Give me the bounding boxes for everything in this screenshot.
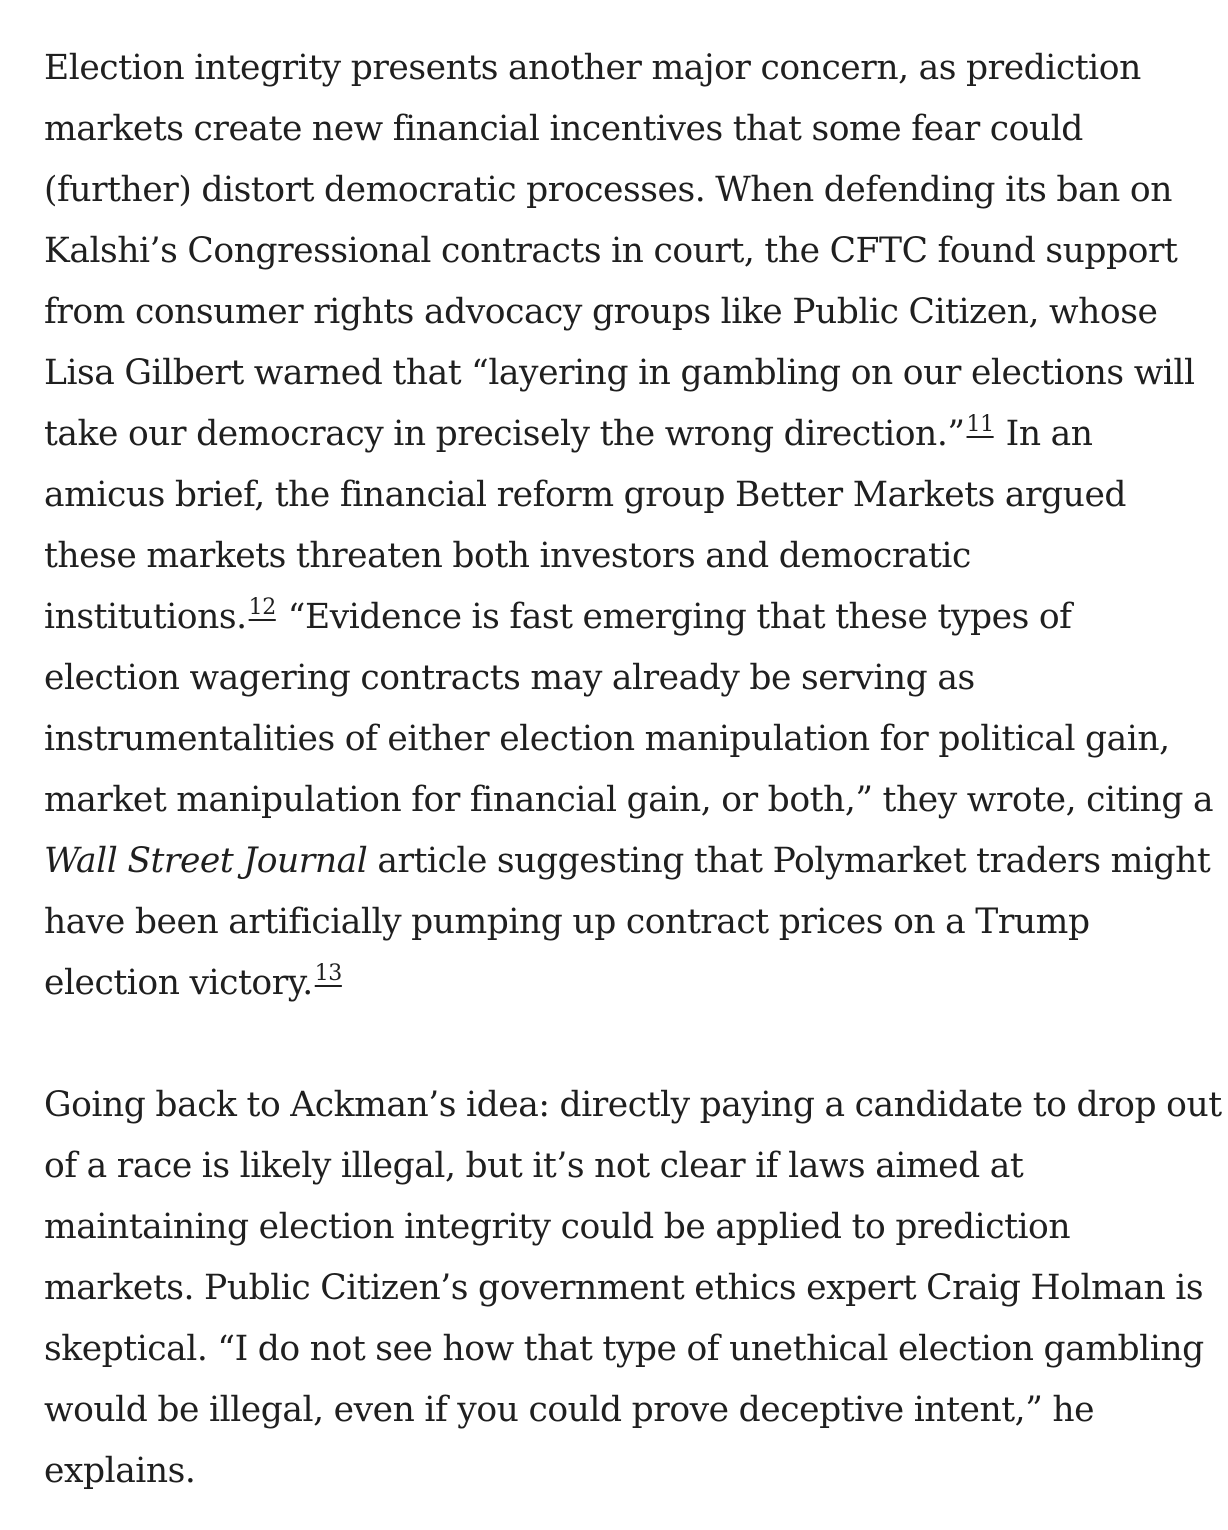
text-line: Kalshi’s Congressional contracts in court, the CFTC found support xyxy=(44,231,1178,271)
text-line: (further) distort democratic processes. When defending its ban on xyxy=(44,170,1172,210)
footnote-link-12[interactable]: 12 xyxy=(248,595,276,620)
text-line: amicus brief, the financial reform group Better Markets argued xyxy=(44,475,1127,515)
text-segment: election victory. xyxy=(44,963,313,1003)
text-line xyxy=(44,587,1204,648)
text-segment: institutions. xyxy=(44,597,247,637)
text-line: would be illegal, even if you could prove deceptive intent,” he xyxy=(44,1390,1095,1430)
text-line: skeptical. “I do not see how that type of unethical election gambling xyxy=(44,1329,1204,1369)
footnote-link-11[interactable]: 11 xyxy=(966,412,994,437)
text-line: markets create new financial incentives that some fear could xyxy=(44,109,1083,149)
text-segment: article suggesting that Polymarket traders might xyxy=(367,841,1211,881)
footnote-link-13[interactable]: 13 xyxy=(314,961,342,986)
text-line: maintaining election integrity could be applied to prediction xyxy=(44,1207,1071,1247)
text-line: Election integrity presents another major concern, as prediction xyxy=(44,48,1141,88)
article-body xyxy=(44,38,1222,1502)
paragraph-ackman-idea xyxy=(44,1075,1222,1502)
text-line: election wagering contracts may already be serving as xyxy=(44,658,975,698)
publication-title: Wall Street Journal xyxy=(44,841,368,881)
paragraph-election-integrity xyxy=(44,38,1214,1014)
text-line: these markets threaten both investors and democratic xyxy=(44,536,971,576)
text-line: market manipulation for financial gain, or both,” they wrote, citing a xyxy=(44,780,1214,820)
text-segment: “Evidence is fast emerging that these types of xyxy=(277,597,1072,637)
text-line: have been artificially pumping up contract prices on a Trump xyxy=(44,902,1090,942)
text-line xyxy=(44,953,1204,1014)
text-line: markets. Public Citizen’s government ethics expert Craig Holman is xyxy=(44,1268,1204,1308)
text-line: instrumentalities of either election manipulation for political gain, xyxy=(44,719,1170,759)
text-line xyxy=(44,831,1211,892)
text-line: of a race is likely illegal, but it’s not clear if laws aimed at xyxy=(44,1146,1024,1186)
text-line: Going back to Ackman’s idea: directly paying a candidate to drop out xyxy=(44,1085,1222,1125)
text-line xyxy=(44,404,1204,465)
text-segment: In an xyxy=(995,414,1093,454)
text-segment: take our democracy in precisely the wrong direction.” xyxy=(44,414,965,454)
text-line: explains. xyxy=(44,1451,196,1491)
text-line: from consumer rights advocacy groups like Public Citizen, whose xyxy=(44,292,1158,332)
text-line: Lisa Gilbert warned that “layering in gambling on our elections will xyxy=(44,353,1195,393)
